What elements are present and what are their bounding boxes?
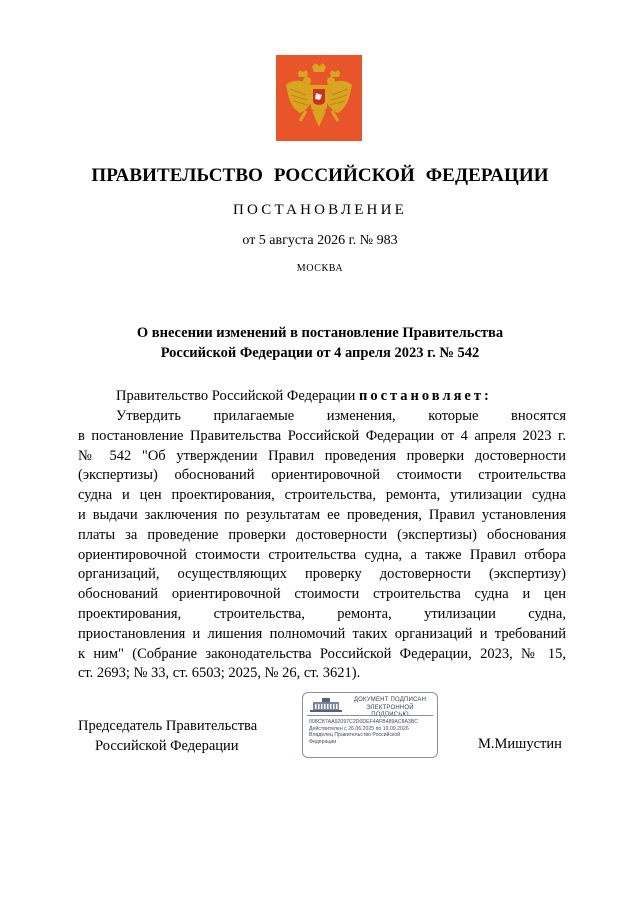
body-line: организаций, осуществляющих проверку достоверности (экспертизу) — [78, 566, 566, 583]
document-date-number: от 5 августа 2026 г. № 983 — [242, 233, 398, 248]
body-line: судна и цен проектирования, строительства, ремонта, утилизации судна — [78, 487, 566, 504]
document-type: ПОСТАНОВЛЕНИЕ — [233, 202, 407, 218]
body-line: ст. 2693; № 33, ст. 6503; 2025, № 26, ст. 3621). — [78, 665, 361, 682]
body-line: приостановления и лишения полномочий таких организаций и требований — [78, 625, 566, 642]
signer-name: М.Мишустин — [478, 736, 562, 752]
certificate-validity: Действителен с 26.06.2025 по 19.09.2026 — [309, 725, 409, 732]
body-line: обоснований ориентировочной стоимости строительства судна и цен — [78, 586, 566, 603]
coat-of-arms-emblem — [276, 55, 362, 141]
signer-title — [78, 716, 257, 756]
government-title: ПРАВИТЕЛЬСТВО РОССИЙСКОЙ ФЕДЕРАЦИИ — [91, 165, 549, 186]
body-line: проектирования, строительства, ремонта, утилизации судна, — [78, 605, 566, 622]
stamp-heading — [347, 697, 433, 720]
signer-title-line: Председатель Правительства — [78, 718, 258, 734]
body-line: № 542 "Об утверждении Правил проведения проверки достоверности — [78, 447, 566, 464]
stamp-details — [309, 719, 435, 745]
decree-body — [78, 407, 566, 684]
preamble-decree: постановляет: — [358, 388, 492, 404]
certificate-owner: Федерации — [309, 738, 337, 745]
subject-line: Российской Федерации от 4 апреля 2023 г. № 542 — [160, 345, 480, 361]
certificate-owner: Владелец Правительство Российской — [309, 732, 401, 739]
document-place: МОСКВА — [296, 263, 344, 274]
preamble-lead: Правительство Российской Федерации — [116, 388, 359, 404]
body-line: ориентировочной стоимости строительства судна, а также Правил отбора — [78, 546, 566, 563]
body-line: Утвердить прилагаемые изменения, которые вносятся — [116, 408, 566, 424]
government-building-icon — [309, 697, 343, 713]
document-subject — [0, 323, 640, 363]
signer-title-line: Российской Федерации — [95, 738, 239, 754]
preamble — [116, 388, 492, 405]
body-line: платы за проведение проверки достоверности (экспертизы) обоснования — [78, 526, 566, 543]
body-line: к ним" (Собрание законодательства Российской Федерации, 2023, № 15, — [78, 645, 566, 662]
stamp-heading-line: ЭЛЕКТРОННОЙ ПОДПИСЬЮ — [366, 704, 414, 718]
electronic-signature-stamp — [302, 692, 438, 758]
certificate-serial: 008CB7AA92097C2D0DEF4AFB489AC8A3BC — [309, 719, 419, 725]
body-line: в постановление Правительства Российской Федерации от 4 апреля 2023 г. — [78, 427, 566, 444]
body-line: и выдачи заключения по результатам ее проведения, Правил установления — [78, 506, 566, 523]
stamp-divider — [307, 715, 433, 716]
stamp-heading-line: ДОКУМЕНТ ПОДПИСАН — [353, 697, 427, 703]
body-line: (экспертизы) обоснований ориентировочной стоимости строительства — [78, 467, 566, 484]
subject-line: О внесении изменений в постановление Правительства — [136, 325, 504, 341]
